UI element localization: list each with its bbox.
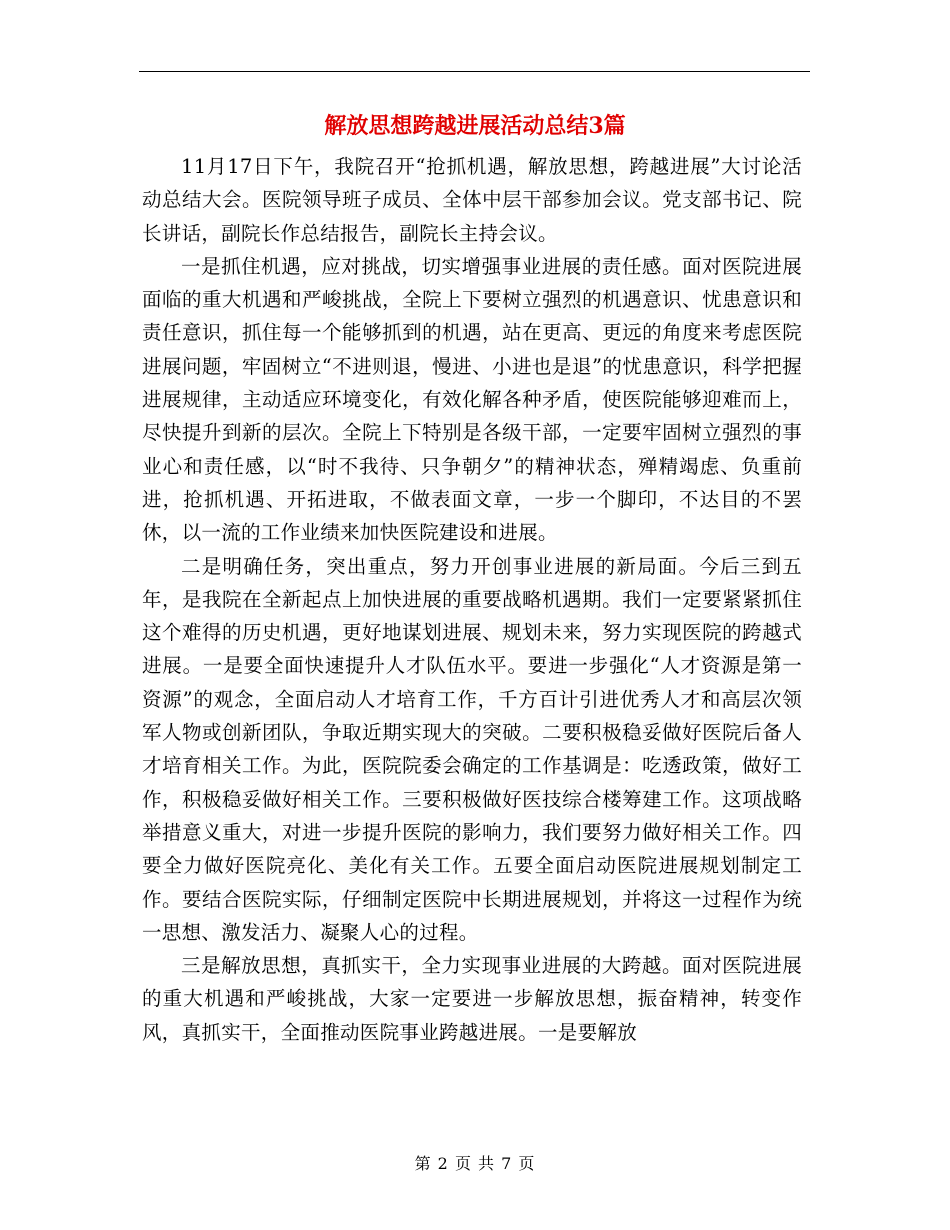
paragraph-meeting-intro: 11月17日下午，我院召开“抢抓机遇，解放思想，跨越进展”大讨论活动总结大会。医院领导班子成员、全体中层干部参加会议。党支部书记、院长讲话，副院长作总结报告，副院长主持会议。 bbox=[142, 155, 802, 245]
paragraph-point-two: 二是明确任务，突出重点，努力开创事业进展的新局面。今后三到五年，是我院在全新起点上加快进展的重要战略机遇期。我们一定要紧紧抓住这个难得的历史机遇，更好地谋划进展、规划未来，努力实现医院的跨越式进展。一是要全面快速提升人才队伍水平。要进一步强化“人才资源是第一资源”的观念，全面启动人才培育工作，千方百计引进优秀人才和高层次领军人物或创新团队，争取近期实现大的突破。二要积极稳妥做好医院后备人才培育相关工作。为此，医院院委会确定的工作基调是：吃透政策，做好工作，积极稳妥做好相关工作。三要积极做好医技综合楼筹建工作。这项战略举措意义重大，对进一步提升医院的影响力，我们要努力做好相关工作。四要全力做好医院亮化、美化有关工作。五要全面启动医院进展规划制定工作。要结合医院实际，仔细制定医院中长期进展规划，并将这一过程作为统一思想、激发活力、凝聚人心的过程。 bbox=[142, 554, 802, 944]
paragraph-point-three: 三是解放思想，真抓实干，全力实现事业进展的大跨越。面对医院进展的重大机遇和严峻挑战，大家一定要进一步解放思想，振奋精神，转变作风，真抓实干，全面推动医院事业跨越进展。一是要解放 bbox=[142, 954, 802, 1044]
document-title: 解放思想跨越进展活动总结3篇 bbox=[324, 113, 626, 139]
header-rule bbox=[139, 71, 810, 72]
document-body bbox=[142, 150, 802, 1049]
paragraph-point-one: 一是抓住机遇，应对挑战，切实增强事业进展的责任感。面对医院进展面临的重大机遇和严峻挑战，全院上下要树立强烈的机遇意识、忧患意识和责任意识，抓住每一个能够抓到的机遇，站在更高、更远的角度来考虑医院进展问题，牢固树立“不进则退，慢进、小进也是退”的忧患意识，科学把握进展规律，主动适应环境变化，有效化解各种矛盾，使医院能够迎难而上，尽快提升到新的层次。全院上下特别是各级干部，一定要牢固树立强烈的事业心和责任感，以“时不我待、只争朝夕”的精神状态，殚精竭虑、负重前进，抢抓机遇、开拓进取，不做表面文章，一步一个脚印，不达目的不罢休，以一流的工作业绩来加快医院建设和进展。 bbox=[142, 254, 802, 545]
page-footer: 第 2 页 共 7 页 bbox=[414, 1154, 536, 1173]
